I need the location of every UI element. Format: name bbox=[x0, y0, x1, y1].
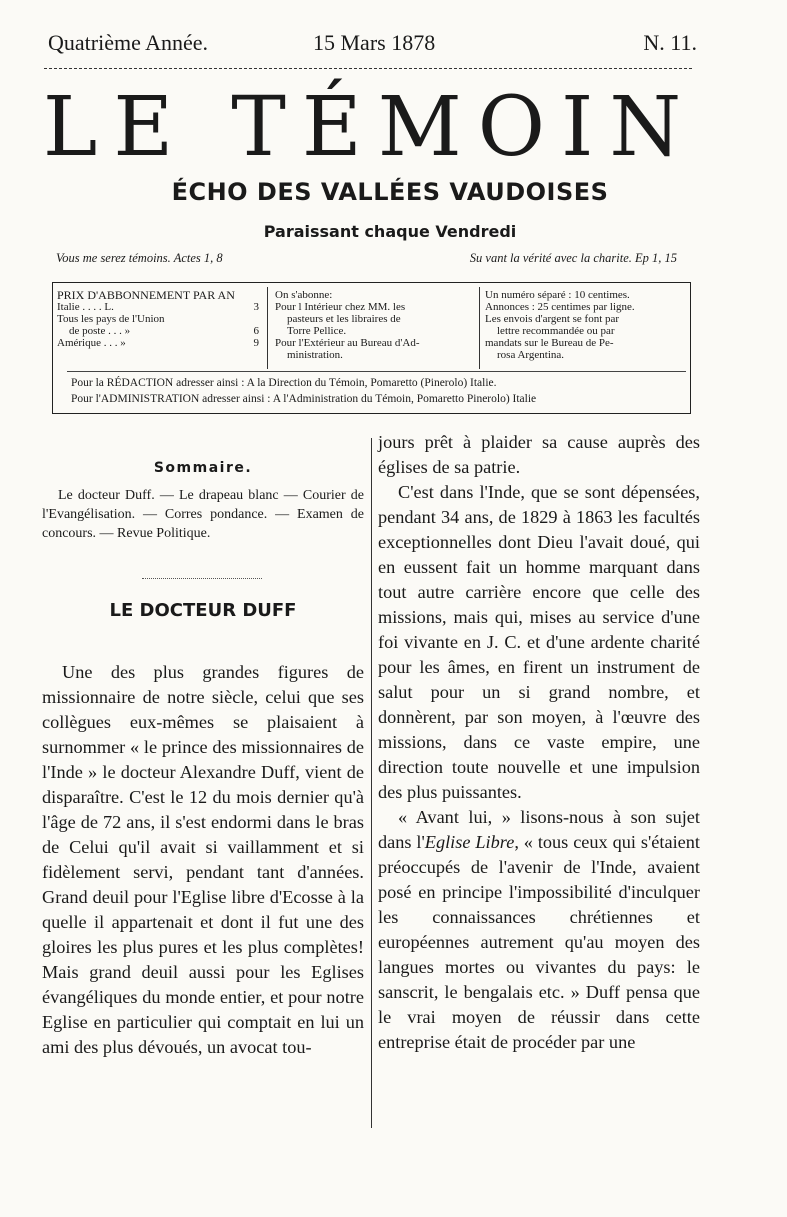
motto-right: Su vant la vérité avec la charite. Ep 1, 15 bbox=[469, 251, 677, 265]
price-row: Italie . . . . L. 3 bbox=[57, 301, 259, 313]
paragraph: « Avant lui, » lisons-nous à son sujet dans l'Eglise Libre, « tous ceux qui s'étaient préoccupés de l'avenir de l'Inde, avaient posé en principe l'impossibilité d'inculquer les connaissances chrétiennes et européennes autrement qu'au moyen des langues mortes ou vivantes du pays: le sanscrit, le bengalais etc. » Duff pensa que le vrai moyen de réussir dans cette entreprise était de procéder par une bbox=[378, 807, 700, 1052]
paragraph: Une des plus grandes figures de missionnaire de notre siècle, celui que ses collègues eux-mêmes se plaisaient à surnommer « le prince des missionnaires de l'Inde » le docteur Alexandre Duff, vient de disparaître. C'est le 12 du mois dernier qu'à l'âge de 72 ans, il s'est endormi dans le bras de Celui qu'il avait si vaillamment et si fidèlement servi, pendant tant d'années. Grand deuil pour l'Eglise libre d'Ecosse à la quelle il appartenait et dont il fut une des gloires les plus pures et les plus complètes! Mais grand deuil aussi pour les Eglises évangéliques du monde entier, et pour notre Eglise en particulier qui comptait en lui un ami des plus dévoués, un avocat tou- bbox=[42, 662, 364, 1057]
column-separator bbox=[371, 438, 372, 1128]
box-divider bbox=[67, 371, 686, 372]
subscribe-column: On s'abonne: Pour l Intérieur chez MM. les pasteurs et les libraires de Torre Pellice. Pour l'Extérieur au Bureau d'Ad- ministration. bbox=[275, 289, 420, 361]
numbers-column: Un numéro séparé : 10 centimes. Annonces : 25 centimes par ligne. Les envois d'argent se font par lettre recommandée ou par mandats sur le Bureau de Pe- rosa Argentina. bbox=[485, 289, 635, 361]
section-divider bbox=[142, 578, 262, 579]
paragraph: jours prêt à plaider sa cause auprès des églises de sa patrie. bbox=[378, 432, 700, 477]
price-row: Amérique . . . » 9 bbox=[57, 337, 259, 349]
newspaper-subtitle: ÉCHO DES VALLÉES VAUDOISES bbox=[171, 178, 609, 206]
column-divider bbox=[479, 287, 480, 369]
administration-address: Pour l'ADMINISTRATION adresser ainsi : A l'Administration du Témoin, Pomaretto Pinerolo) Italie bbox=[71, 393, 537, 405]
issue-year: Quatrième Année. bbox=[48, 30, 209, 55]
paragraph: C'est dans l'Inde, que se sont dépensées, pendant 34 ans, de 1829 à 1863 les facultés exceptionnelles dont Dieu l'avait doué, qui en eussent fait un homme marquant dans tout autre carrière encore que celle des missions, mais qui, mises au service d'une foi vivante en J. C. et d'une ardente charité pour les âmes, en firent un instrument de salut pour un si grand nombre, et donnèrent, par son moyen, à l'œuvre des missions, dans ce vaste empire, une direction toute nouvelle et une impulsion des plus puissantes. bbox=[378, 482, 700, 802]
motto-left: Vous me serez témoins. Actes 1, 8 bbox=[56, 251, 223, 265]
price-heading: PRIX D'ABBONNEMENT PAR AN bbox=[57, 288, 235, 302]
issue-header bbox=[48, 30, 697, 58]
issue-number: N. 11. bbox=[643, 30, 697, 55]
article-body-left bbox=[42, 660, 364, 1060]
publication-frequency: Paraissant chaque Vendredi bbox=[263, 222, 517, 241]
price-row: de poste . . . » 6 bbox=[69, 325, 259, 337]
redaction-address: Pour la RÉDACTION adresser ainsi : A la Direction du Témoin, Pomaretto (Pinerolo) Italie. bbox=[71, 377, 497, 389]
issue-date: 15 Mars 1878 bbox=[313, 30, 436, 55]
newspaper-title: LE TÉMOIN bbox=[42, 80, 698, 175]
price-column bbox=[57, 289, 263, 349]
price-row: Tous les pays de l'Union bbox=[57, 313, 165, 325]
column-divider bbox=[267, 287, 268, 369]
article-title: LE DOCTEUR DUFF bbox=[109, 600, 297, 621]
subscription-box bbox=[52, 282, 691, 414]
sommaire-title: Sommaire. bbox=[153, 460, 253, 476]
sommaire-text: Le docteur Duff. — Le drapeau blanc — Courier de l'Evangélisation. — Corres pondance. — Examen de concours. — Revue Politique. bbox=[42, 488, 364, 541]
mottos bbox=[56, 251, 677, 269]
article-body-right bbox=[378, 430, 700, 1055]
header-divider bbox=[44, 68, 692, 69]
